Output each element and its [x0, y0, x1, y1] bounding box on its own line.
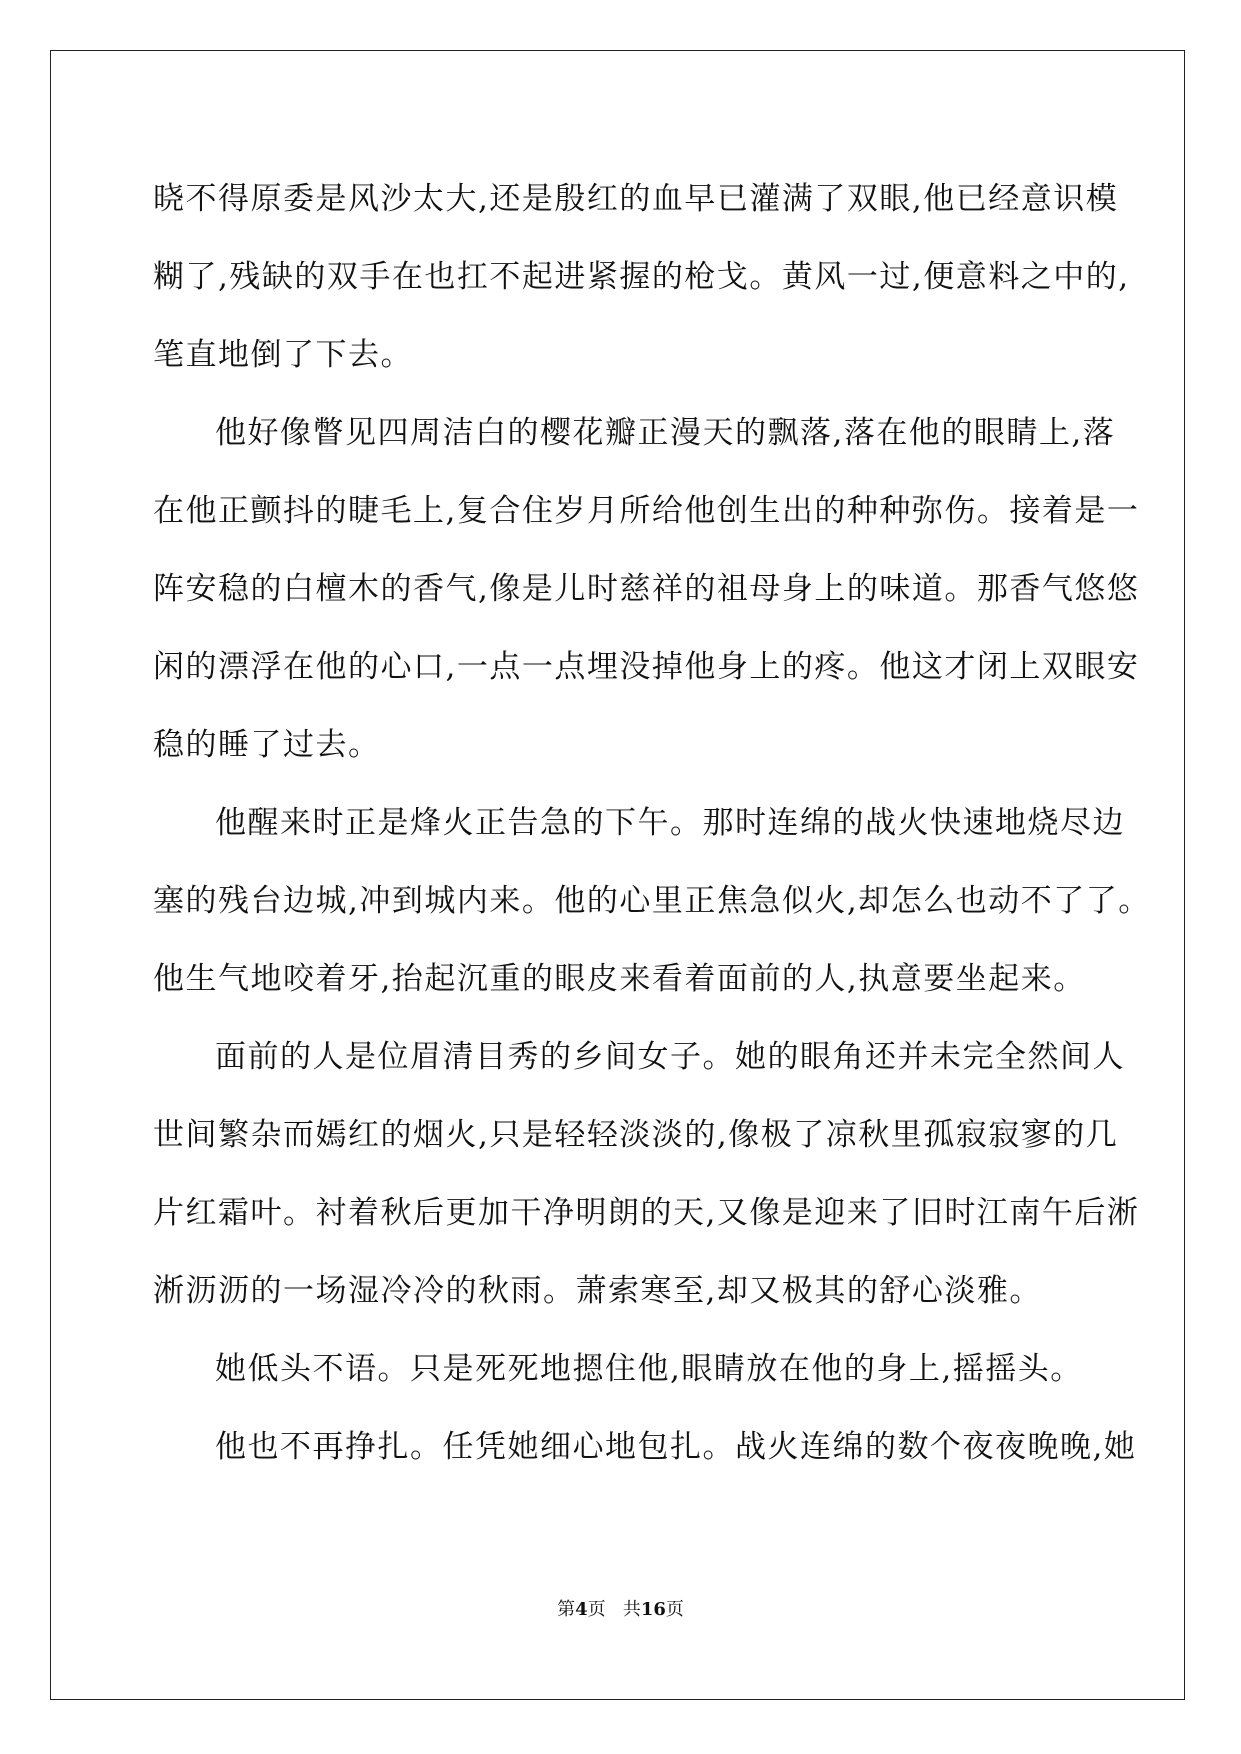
- current-page-number: 4: [575, 1599, 588, 1620]
- text-line: 世间繁杂而嫣红的烟火,只是轻轻淡淡的,像极了凉秋里孤寂寂寥的几: [153, 1117, 1119, 1153]
- text-line: 阵安稳的白檀木的香气,像是儿时慈祥的祖母身上的味道。那香气悠悠: [153, 571, 1140, 607]
- paragraph-start-line: 她低头不语。只是死死地摁住他,眼睛放在他的身上,摇摇头。: [215, 1351, 1083, 1387]
- footer-prefix: 第: [557, 1599, 576, 1620]
- text-line: 闲的漂浮在他的心口,一点一点埋没掉他身上的疼。他这才闭上双眼安: [153, 649, 1140, 685]
- text-line: 在他正颤抖的睫毛上,复合住岁月所给他创生出的种种弥伤。接着是一: [153, 493, 1140, 529]
- paragraph-start-line: 他好像瞥见四周洁白的樱花瓣正漫天的飘落,落在他的眼睛上,落: [215, 415, 1116, 451]
- text-line: 他生气地咬着牙,抬起沉重的眼皮来看着面前的人,执意要坐起来。: [153, 961, 1086, 997]
- text-line: 稳的睡了过去。: [153, 727, 381, 763]
- footer-total-suffix: 页: [665, 1599, 684, 1620]
- total-page-count: 16: [640, 1599, 666, 1620]
- footer-page-suffix: 页: [587, 1599, 606, 1620]
- paragraph-start-line: 他醒来时正是烽火正告急的下午。那时连绵的战火快速地烧尽边: [215, 805, 1125, 841]
- paragraph-start-line: 他也不再挣扎。任凭她细心地包扎。战火连绵的数个夜夜晚晚,她: [215, 1429, 1137, 1465]
- text-line: 淅沥沥的一场湿冷冷的秋雨。萧索寒至,却又极其的舒心淡雅。: [153, 1273, 1042, 1309]
- text-line: 片红霜叶。衬着秋后更加干净明朗的天,又像是迎来了旧时江南午后淅: [153, 1195, 1140, 1231]
- paragraph-start-line: 面前的人是位眉清目秀的乡间女子。她的眼角还并未完全然间人: [215, 1039, 1125, 1075]
- page-footer: [0, 1598, 1241, 1622]
- footer-total-prefix: 共: [622, 1599, 641, 1620]
- text-line: 笔直地倒了下去。: [153, 337, 413, 373]
- text-line: 晓不得原委是风沙太大,还是殷红的血早已灌满了双眼,他已经意识模: [153, 181, 1119, 217]
- document-body: [153, 160, 1151, 1486]
- text-line: 塞的残台边城,冲到城内来。他的心里正焦急似火,却怎么也动不了了。: [153, 883, 1151, 919]
- text-line: 糊了,残缺的双手在也扛不起进紧握的枪戈。黄风一过,便意料之中的,: [153, 259, 1130, 295]
